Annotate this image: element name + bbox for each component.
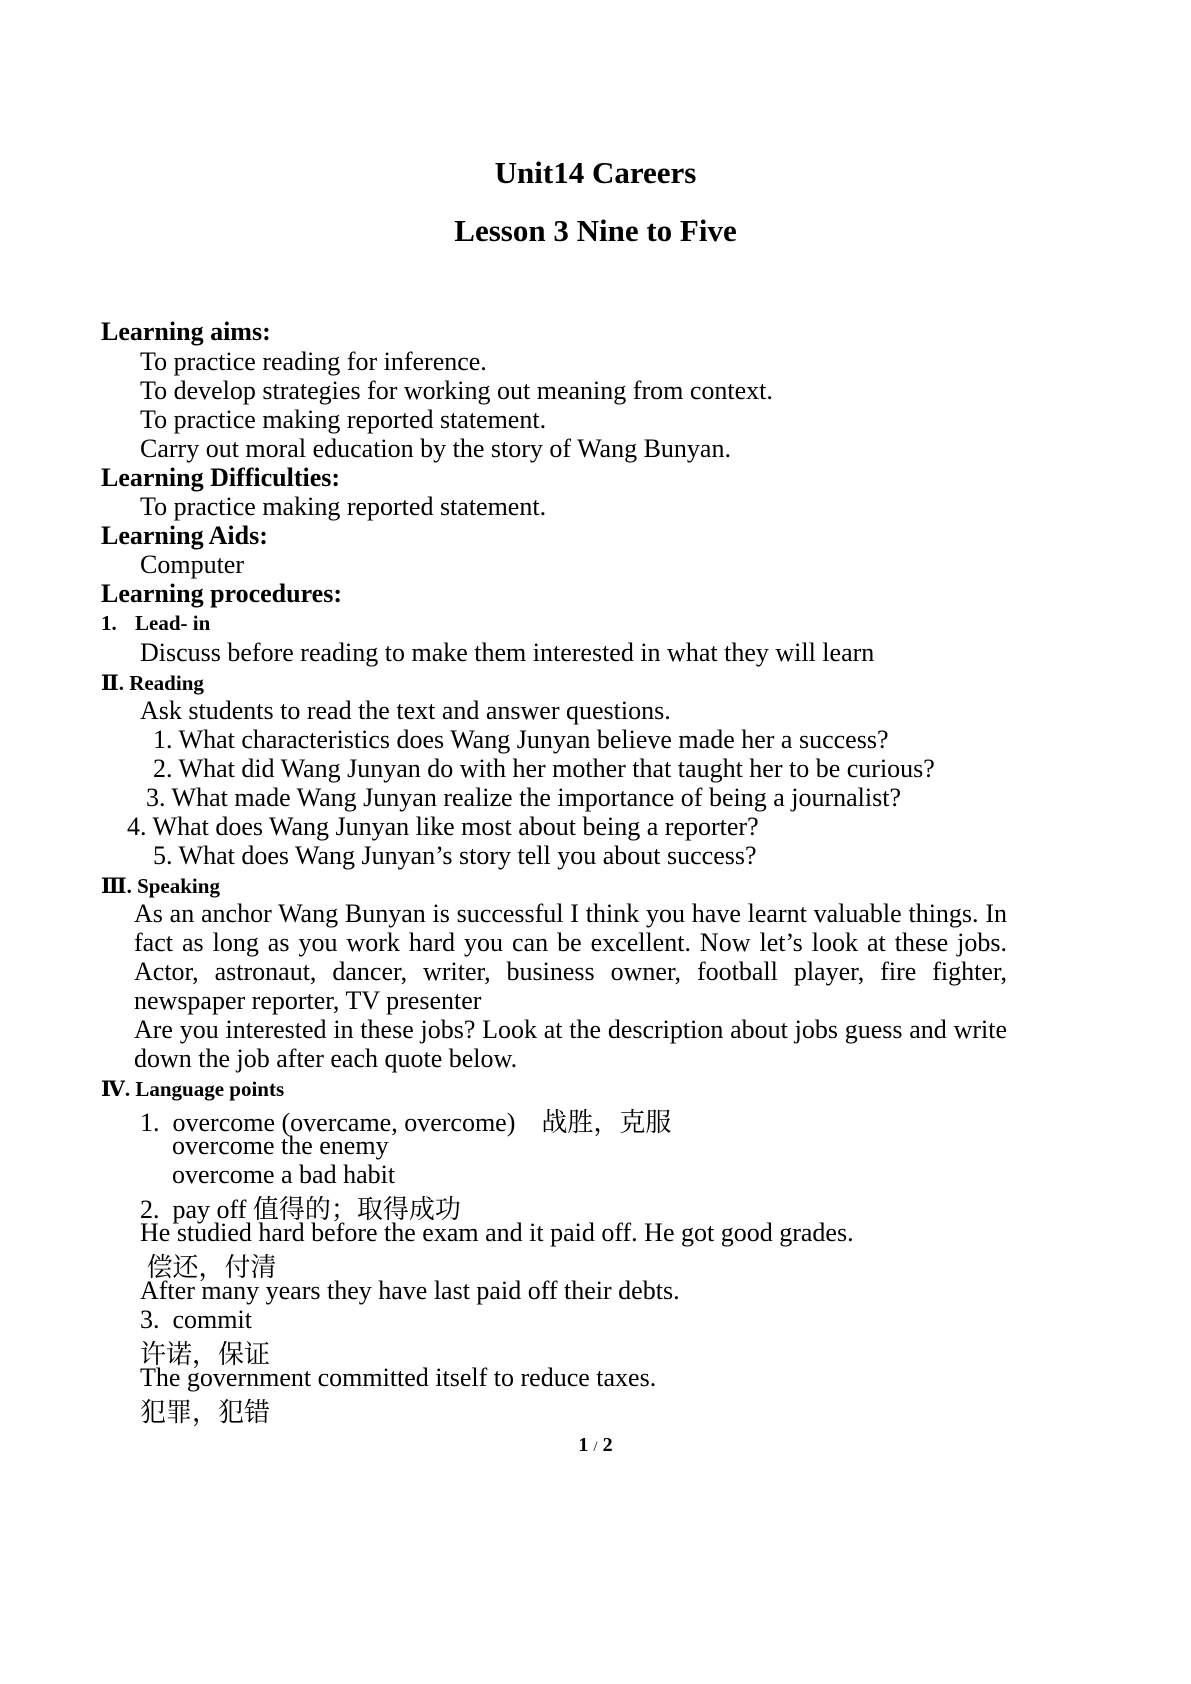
- leadin-heading: Lead- in: [135, 611, 211, 635]
- language-line: 偿还，付清: [140, 1253, 277, 1282]
- language-line: He studied hard before the exam and it paid off. He got good grades.: [140, 1218, 854, 1247]
- procedures-heading: Learning procedures:: [101, 579, 342, 608]
- leadin-text: Discuss before reading to make them interested in what they will learn: [140, 638, 875, 667]
- language-line: 许诺，保证: [140, 1340, 271, 1369]
- aims-item: To practice reading for inference.: [140, 347, 487, 376]
- language-line: overcome the enemy: [172, 1131, 389, 1160]
- speaking-line: Actor, astronaut, dancer, writer, business owner, football player, fire fighter,: [134, 957, 1007, 986]
- page-current: 1: [578, 1434, 589, 1456]
- page-total: 2: [602, 1434, 613, 1456]
- speaking-heading: Ⅲ. Speaking: [101, 874, 220, 898]
- leadin-number: 1.: [101, 611, 117, 635]
- speaking-line: newspaper reporter, TV presenter: [134, 986, 482, 1015]
- speaking-line: Are you interested in these jobs? Look at the description about jobs guess and write: [134, 1015, 1007, 1044]
- reading-question: 5. What does Wang Junyan’s story tell you about success?: [153, 841, 757, 870]
- speaking-line: fact as long as you work hard you can be excellent. Now let’s look at these jobs.: [134, 928, 1007, 957]
- language-line: 3. commit: [140, 1305, 252, 1334]
- speaking-line: As an anchor Wang Bunyan is successful I think you have learnt valuable things. In: [134, 899, 1007, 928]
- language-line: overcome a bad habit: [172, 1160, 396, 1189]
- page-number: [0, 1434, 1191, 1457]
- difficulties-heading: Learning Difficulties:: [101, 463, 341, 492]
- language-line: 犯罪，犯错: [140, 1398, 271, 1427]
- language-line: 2. pay off 值得的；取得成功: [140, 1195, 461, 1224]
- page-title: Unit14 Careers: [494, 155, 697, 190]
- reading-intro: Ask students to read the text and answer questions.: [140, 696, 671, 725]
- language-line: 1. overcome (overcame, overcome) 战胜，克服: [140, 1108, 672, 1137]
- language-line: After many years they have last paid off their debts.: [140, 1276, 680, 1305]
- reading-question: 1. What characteristics does Wang Junyan believe made her a success?: [153, 725, 889, 754]
- aids-heading: Learning Aids:: [101, 521, 268, 550]
- speaking-line: down the job after each quote below.: [134, 1044, 518, 1073]
- reading-question: 4. What does Wang Junyan like most about being a reporter?: [127, 812, 759, 841]
- reading-question: 3. What made Wang Junyan realize the importance of being a journalist?: [146, 783, 902, 812]
- reading-question: 2. What did Wang Junyan do with her mother that taught her to be curious?: [153, 754, 935, 783]
- aims-item: Carry out moral education by the story of Wang Bunyan.: [140, 434, 731, 463]
- difficulties-item: To practice making reported statement.: [140, 492, 547, 521]
- language-line: The government committed itself to reduce taxes.: [140, 1363, 657, 1392]
- language-heading: Ⅳ. Language points: [101, 1077, 285, 1101]
- lesson-title: Lesson 3 Nine to Five: [454, 213, 737, 248]
- reading-heading: Ⅱ. Reading: [101, 671, 204, 695]
- aids-item: Computer: [140, 550, 244, 579]
- page-separator: /: [593, 1439, 598, 1455]
- aims-item: To develop strategies for working out meaning from context.: [140, 376, 773, 405]
- aims-item: To practice making reported statement.: [140, 405, 547, 434]
- aims-heading: Learning aims:: [101, 317, 271, 346]
